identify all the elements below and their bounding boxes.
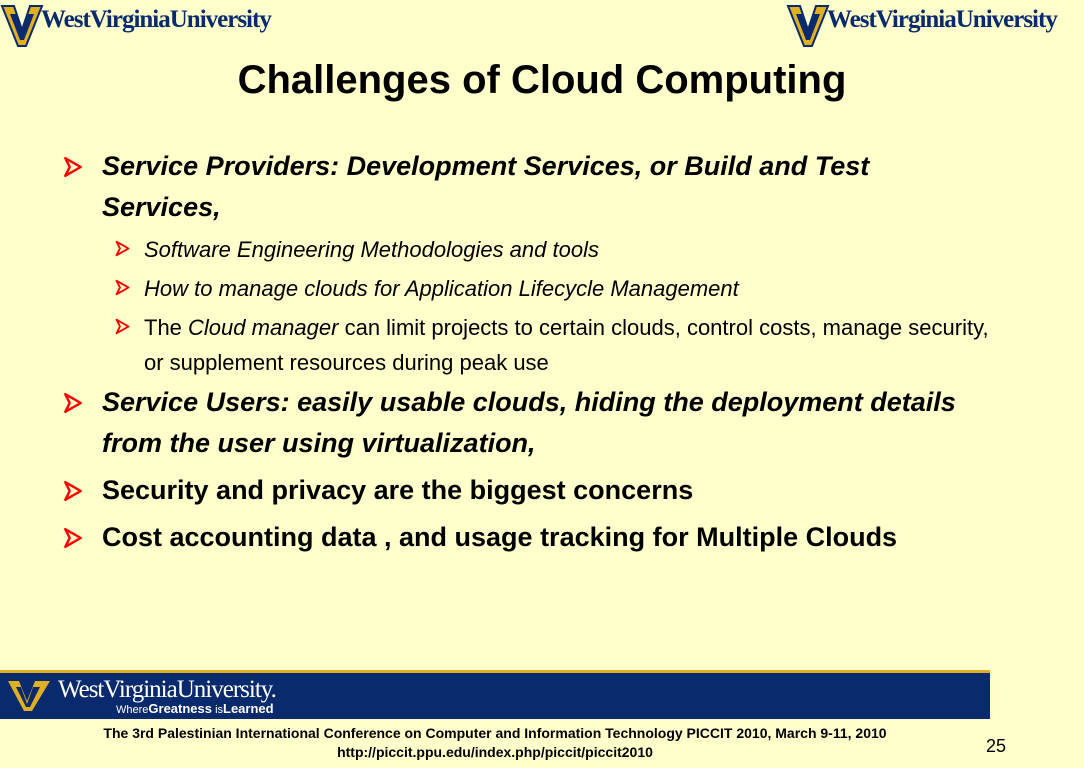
tag-learned: Learned [223,701,274,716]
footer-text [0,724,990,762]
banner-tagline [116,703,276,716]
tag-is: is [215,704,224,716]
bullet-service-users [62,382,992,464]
slide-title: Challenges of Cloud Computing [237,58,847,102]
sub-bullet-cloud-manager [114,310,992,380]
bullet-service-providers [62,146,992,228]
sub-bullet-text: Software Engineering Methodologies and tools [144,237,599,262]
logo-text: WestVirginiaUniversity [41,6,271,33]
arrow-bullet-icon [114,310,131,345]
bullet-text: Service Users: easily usable clouds, hiding the deployment details from the user using virtualization, [102,387,956,458]
sub-bullet-text [144,315,989,375]
arrow-bullet-icon [114,271,131,306]
sub-bullet-list [114,232,992,380]
text-rest: can limit projects to certain clouds, control costs, manage security, or supplement resources during peak use [144,315,989,375]
footer-banner [0,670,990,719]
bullet-security-privacy [62,470,992,511]
tag-where: Where [116,704,149,716]
footer-conference: The 3rd Palestinian International Conference on Computer and Information Technology PICCIT 2010, March 9-11, 2010 [103,725,887,741]
arrow-bullet-icon [62,517,84,561]
arrow-bullet-icon [62,146,84,190]
bullet-text: Security and privacy are the biggest concerns [102,475,694,505]
sub-bullet-text: How to manage clouds for Application Lifecycle Management [144,276,739,301]
wvu-logo-top-right [786,0,1057,56]
arrow-bullet-icon [114,232,131,267]
page-number: 25 [986,736,1007,756]
flying-wv-icon [0,0,44,52]
sub-bullet-lifecycle [114,271,992,306]
flying-wv-icon [6,677,52,715]
arrow-bullet-icon [62,470,84,514]
arrow-bullet-icon [62,382,84,426]
cloud-manager-term: Cloud manager [188,315,339,340]
tag-greatness: Greatness [148,701,212,716]
bullet-text: Cost accounting data , and usage tracking for Multiple Clouds [102,522,898,552]
wvu-logo-banner [6,677,276,716]
footer-url: http://piccit.ppu.edu/index.php/piccit/piccit2010 [337,744,653,760]
flying-wv-icon [786,0,830,52]
banner-university-name: WestVirginiaUniversity. [58,676,276,703]
sub-bullet-se-methodologies [114,232,992,267]
wvu-logo-top-left [0,0,271,56]
text-prefix: The [144,315,189,340]
bullet-cost-accounting [62,517,992,558]
bullet-list [62,146,992,558]
logo-text: WestVirginiaUniversity [827,6,1057,33]
banner-wordmark [58,677,276,716]
bullet-text: Service Providers: Development Services, or Build and Test Services, [102,151,870,222]
